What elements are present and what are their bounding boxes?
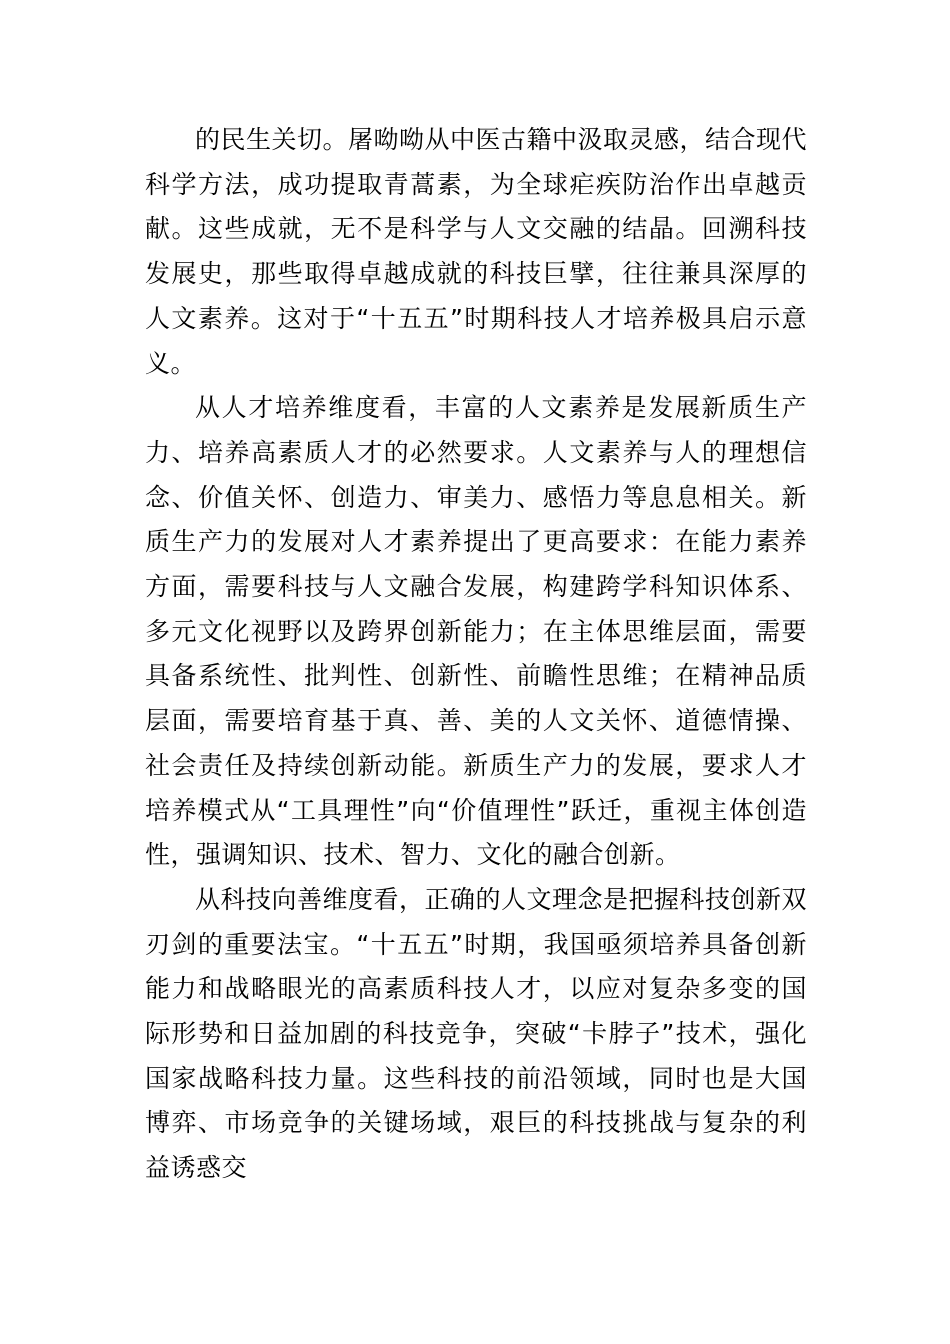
paragraph-2: 从人才培养维度看，丰富的人文素养是发展新质生产力、培养高素质人才的必然要求。人文素养与人的理想信念、价值关怀、创造力、审美力、感悟力等息息相关。新质生产力的发展对人才素养提出了更高要求：在能力素养方面，需要科技与人文融合发展，构建跨学科知识体系、多元文化视野以及跨界创新能力；在主体思维层面，需要具备系统性、批判性、创新性、前瞻性思维；在精神品质层面，需要培育基于真、善、美的人文关怀、道德情操、社会责任及持续创新动能。新质生产力的发展，要求人才培养模式从“工具理性”向“价值理性”跃迁，重视主体创造性，强调知识、技术、智力、文化的融合创新。 <box>145 393 807 870</box>
paragraph-1: 的民生关切。屠呦呦从中医古籍中汲取灵感，结合现代科学方法，成功提取青蒿素，为全球疟疾防治作出卓越贡献。这些成就，无不是科学与人文交融的结晶。回溯科技发展史，那些取得卓越成就的科技巨擘，往往兼具深厚的人文素养。这对于“十五五”时期科技人才培养极具启示意义。 <box>145 125 808 378</box>
body-text <box>145 118 807 1191</box>
paragraph-3: 从科技向善维度看，正确的人文理念是把握科技创新双刃剑的重要法宝。“十五五”时期，我国亟须培养具备创新能力和战略眼光的高素质科技人才，以应对复杂多变的国际形势和日益加剧的科技竞争，突破“卡脖子”技术，强化国家战略科技力量。这些科技的前沿领域，同时也是大国博弈、市场竞争的关键场域，艰巨的科技挑战与复杂的利益诱惑交 <box>145 884 808 1183</box>
